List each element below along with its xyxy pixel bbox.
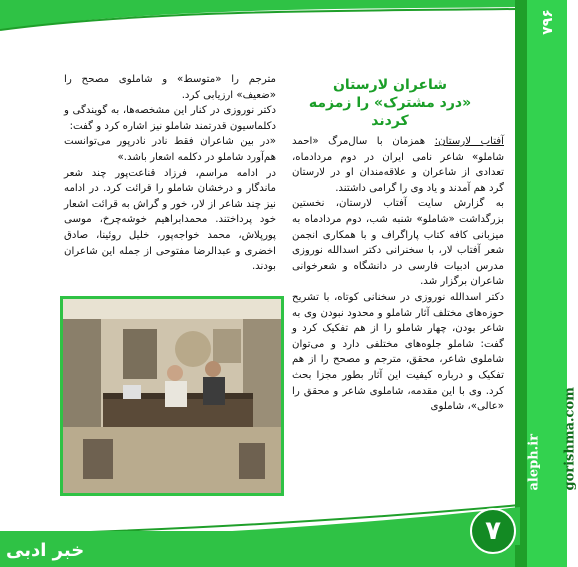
article-paragraph: «در بین شاعران فقط نادر نادرپور می‌توانست هم‌آورد شاملو در دکلمه اشعار باشد.» [64,136,276,163]
article-paragraph: دکتر اسدالله نوروزی در سخنانی کوتاه، با تشریح حوزه‌های مختلف آثار شاملو و محدود نبودن وی به شاعر بودن، چهار شاملو را از هم تفکیک کرد و گفت: شاملو جلوه‌های مختلفی دارد و می‌توان شاملوی شاعر، محقق، مترجم و مصحح را از هم تفکیک و درباره کیفیت این آثار بطور مجزا بحث کرد. وی با این مقدمه، شاملوی شاعر و محقق را «عالی»، شاملوی [292,291,504,413]
event-photo-illustration [63,299,281,493]
event-photo [60,296,284,496]
issue-badge: ۷ [470,508,516,554]
article-paragraph: در ادامه مراسم، فرزاد قناعت‌پور چند شعر ماندگار و درخشان شاملو را قرائت کرد. در ادامه نیز چند شاعر از لار، خور و گراش به قرائت اشعار خود پرداختند. محمدابراهیم خوشه‌چرخ، موسی پورپلاش، محمد خواجه‌پور، خلیل روئینا، صادق اخضری و عبدالرضا مفتوحی از جمله این شاعران بودند. [64,167,276,273]
page-number: ۷۹۶ [540,9,557,35]
site-url-aleph: aleph.ir [526,434,542,491]
section-label: خبر ادبی [6,540,85,561]
top-swoosh-decoration [0,0,567,60]
article-title-line1: شاعران لارستان [332,77,448,93]
site-url-gorishma: gorishma.com [562,387,578,491]
article-paragraph: دکتر نوروزی در کنار این مشخصه‌ها، به گویندگی و دکلماسیون قدرتمند شاملو نیز اشاره کرد و گفت: [64,105,276,132]
article-column-left [64,72,276,275]
article-paragraph: به گزارش سایت آفتاب لارستان، نخستین بزرگداشت «شاملو» شنبه شب، دوم مردادماه به میزبانی کافه کتاب پاراگراف و با همکاری انجمن شعر آفتاب لار، با سخنرانی دکتر اسدالله نوروزی مدرس ادبیات فارسی در دانشگاه و شعرخوانی شاعران برگزار شد. [292,198,504,288]
article-lead-label: آفتاب لارستان: [434,136,504,147]
article-paragraph-text: همزمان با سال‌مرگ «احمد شاملو» شاعر نامی ایران در دوم مردادماه، تعدادی از شاعران و علاقه‌مندان او در لارستان گرد هم آمدند و یاد وی را گرامی داشتند. [292,136,504,194]
article-title-line2: «درد مشترک» را زمزمه کردند [308,95,472,129]
side-stripe-dark [515,0,527,567]
article-paragraph: مترجم را «متوسط» و شاملوی مصحح را «ضعیف» ارزیابی کرد. [64,74,276,101]
article-paragraph [292,134,504,196]
article-column-right [292,134,504,415]
article-title [290,76,490,130]
